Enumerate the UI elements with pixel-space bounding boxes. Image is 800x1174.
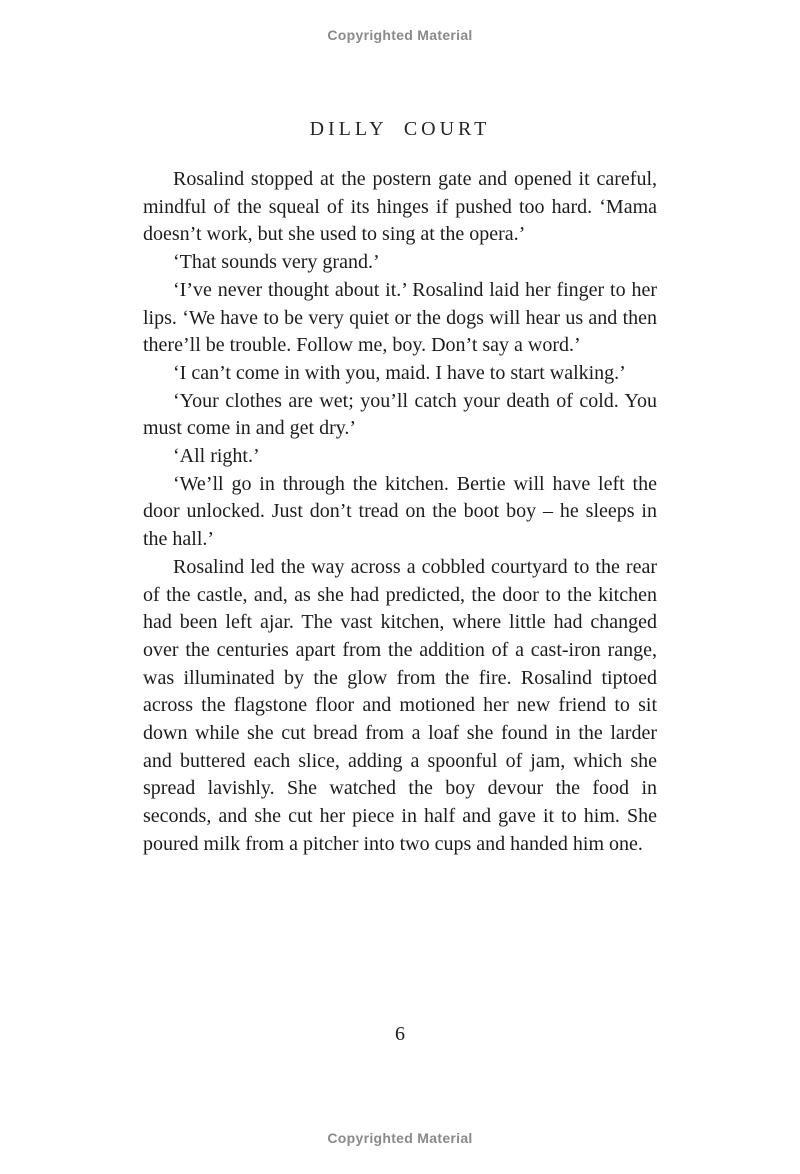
paragraph: ‘We’ll go in through the kitchen. Bertie will have left the door unlocked. Just don’t tread on the boot boy – he sleeps in the hall.’ [143, 472, 657, 551]
body-text [143, 166, 657, 859]
paragraph: ‘I can’t come in with you, maid. I have to start walking.’ [173, 361, 626, 384]
paragraph: Rosalind led the way across a cobbled courtyard to the rear of the castle, and, as she had predicted, the door to the kitchen had been left ajar. The vast kitchen, where little had changed over the centuries apart from the addition of a cast-iron range, was illuminated by the glow from the fire. Rosalind tiptoed across the flagstone floor and motioned her new friend to sit down while she cut bread from a loaf she found in the larder and buttered each slice, adding a spoonful of jam, which she spread lavishly. She watched the boy devour the food in seconds, and she cut her piece in half and gave it to him. She poured milk from a pitcher into two cups and handed him one. [143, 555, 657, 855]
running-header-author: DILLY COURT [309, 118, 491, 140]
paragraph: ‘That sounds very grand.’ [173, 251, 380, 274]
page-number: 6 [395, 1023, 405, 1045]
copyright-notice-top: Copyrighted Material [327, 27, 473, 43]
paragraph: ‘All right.’ [173, 445, 260, 468]
paragraph: ‘I’ve never thought about it.’ Rosalind laid her finger to her lips. ‘We have to be very quiet or the dogs will hear us and then there’ll be trouble. Follow me, boy. Don’t say a word.’ [143, 278, 657, 357]
paragraph: Rosalind stopped at the postern gate and opened it careful, mindful of the squeal of its hinges if pushed too hard. ‘Mama doesn’t work, but she used to sing at the opera.’ [143, 168, 657, 246]
copyright-notice-bottom: Copyrighted Material [327, 1130, 473, 1146]
paragraph: ‘Your clothes are wet; you’ll catch your death of cold. You must come in and get dry.’ [143, 389, 657, 440]
